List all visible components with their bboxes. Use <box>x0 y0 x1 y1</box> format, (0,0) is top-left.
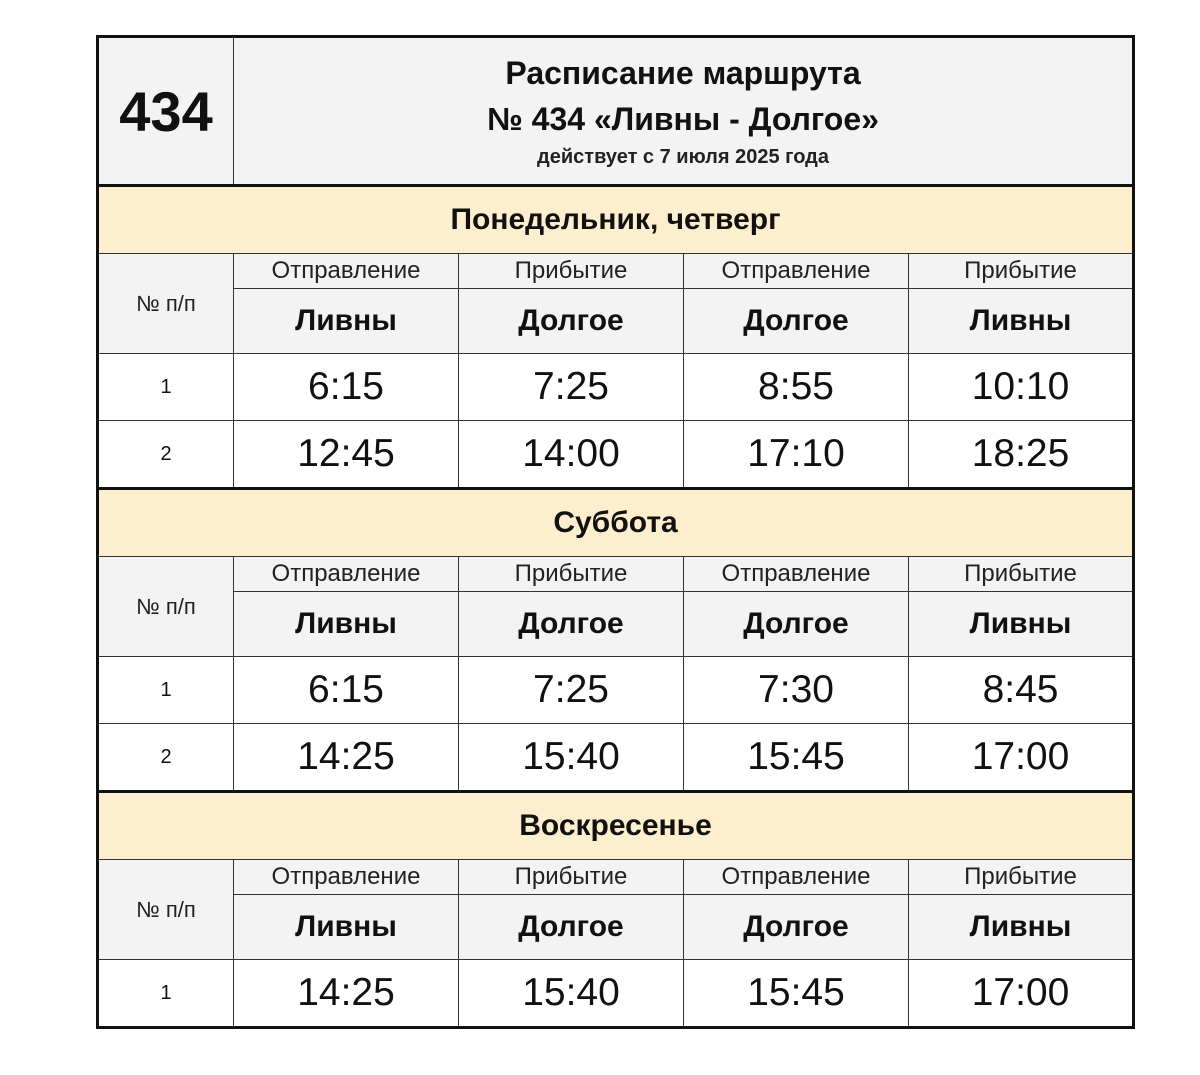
time-cell: 17:10 <box>684 421 909 489</box>
station-name: Долгое <box>684 895 909 960</box>
table-row <box>98 421 1134 489</box>
schedule-table <box>96 35 1135 1029</box>
table-row <box>98 354 1134 421</box>
time-cell: 18:25 <box>909 421 1134 489</box>
station-name: Долгое <box>684 592 909 657</box>
day-header-row <box>98 792 1134 860</box>
day-label: Суббота <box>98 489 1134 557</box>
schedule-title <box>234 37 1134 186</box>
station-name: Ливны <box>234 289 459 354</box>
time-cell: 15:45 <box>684 960 909 1028</box>
direction-label: Прибытие <box>459 254 684 289</box>
time-cell: 7:30 <box>684 657 909 724</box>
time-cell: 14:25 <box>234 960 459 1028</box>
direction-label: Отправление <box>234 254 459 289</box>
table-row <box>98 724 1134 792</box>
direction-label: Отправление <box>684 254 909 289</box>
time-cell: 15:40 <box>459 960 684 1028</box>
day-label: Воскресенье <box>98 792 1134 860</box>
direction-label: Прибытие <box>459 860 684 895</box>
station-name: Ливны <box>234 895 459 960</box>
time-cell: 6:15 <box>234 657 459 724</box>
direction-label: Отправление <box>684 860 909 895</box>
trip-number: 2 <box>98 421 234 489</box>
time-cell: 10:10 <box>909 354 1134 421</box>
column-subheader-row <box>98 557 1134 592</box>
direction-label: Прибытие <box>909 557 1134 592</box>
station-header-row <box>98 289 1134 354</box>
time-cell: 8:45 <box>909 657 1134 724</box>
day-label: Понедельник, четверг <box>98 186 1134 254</box>
row-number-header: № п/п <box>98 557 234 657</box>
direction-label: Прибытие <box>909 254 1134 289</box>
station-name: Ливны <box>909 289 1134 354</box>
column-subheader-row <box>98 860 1134 895</box>
time-cell: 12:45 <box>234 421 459 489</box>
time-cell: 17:00 <box>909 724 1134 792</box>
day-header-row <box>98 489 1134 557</box>
station-name: Долгое <box>459 895 684 960</box>
direction-label: Прибытие <box>459 557 684 592</box>
direction-label: Отправление <box>684 557 909 592</box>
title-line-2: № 434 «Ливны - Долгое» <box>487 101 879 137</box>
time-cell: 14:25 <box>234 724 459 792</box>
time-cell: 15:45 <box>684 724 909 792</box>
station-name: Долгое <box>459 289 684 354</box>
station-name: Долгое <box>684 289 909 354</box>
station-name: Ливны <box>909 895 1134 960</box>
trip-number: 1 <box>98 657 234 724</box>
time-cell: 15:40 <box>459 724 684 792</box>
title-line-1: Расписание маршрута <box>505 55 861 91</box>
station-header-row <box>98 895 1134 960</box>
time-cell: 7:25 <box>459 354 684 421</box>
trip-number: 1 <box>98 354 234 421</box>
trip-number: 2 <box>98 724 234 792</box>
time-cell: 14:00 <box>459 421 684 489</box>
effective-date: действует с 7 июля 2025 года <box>537 146 829 168</box>
direction-label: Отправление <box>234 860 459 895</box>
table-row <box>98 960 1134 1028</box>
column-subheader-row <box>98 254 1134 289</box>
time-cell: 17:00 <box>909 960 1134 1028</box>
schedule-sheet <box>96 35 1132 1029</box>
station-header-row <box>98 592 1134 657</box>
day-header-row <box>98 186 1134 254</box>
direction-label: Отправление <box>234 557 459 592</box>
trip-number: 1 <box>98 960 234 1028</box>
station-name: Долгое <box>459 592 684 657</box>
time-cell: 7:25 <box>459 657 684 724</box>
row-number-header: № п/п <box>98 860 234 960</box>
station-name: Ливны <box>234 592 459 657</box>
direction-label: Прибытие <box>909 860 1134 895</box>
station-name: Ливны <box>909 592 1134 657</box>
table-row <box>98 657 1134 724</box>
title-row <box>98 37 1134 186</box>
time-cell: 8:55 <box>684 354 909 421</box>
row-number-header: № п/п <box>98 254 234 354</box>
route-number: 434 <box>98 37 234 186</box>
time-cell: 6:15 <box>234 354 459 421</box>
